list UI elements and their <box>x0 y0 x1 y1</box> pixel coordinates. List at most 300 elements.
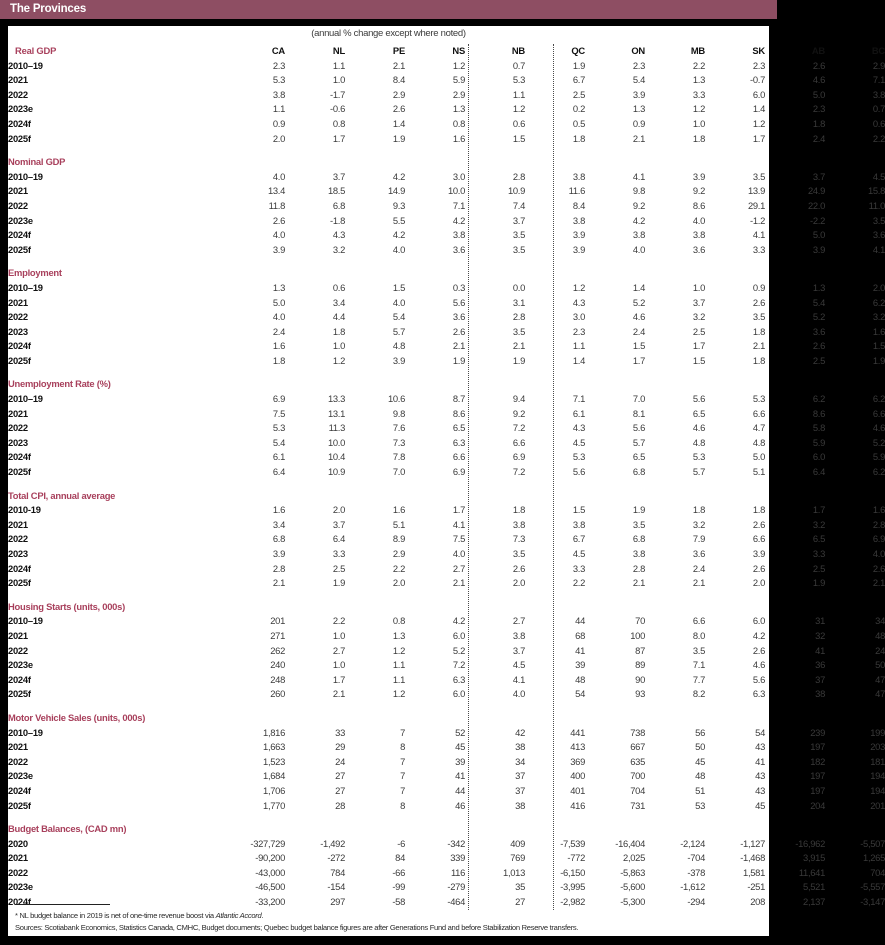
cell-qc: 4.3 <box>572 422 585 434</box>
row-label: 2023e <box>8 103 33 115</box>
cell-pe: 2.1 <box>392 59 405 71</box>
cell-nb: 1.1 <box>512 88 525 100</box>
cell-sk: 4.8 <box>752 436 765 448</box>
row-label: 2025f <box>8 466 31 478</box>
cell-sk: 2.1 <box>752 340 765 352</box>
table-row <box>8 503 885 518</box>
cell-ns: 46 <box>455 799 465 811</box>
table-row <box>8 199 885 214</box>
table-row <box>8 895 885 910</box>
cell-nl: 1.0 <box>332 74 345 86</box>
cell-on: 1.9 <box>632 504 645 516</box>
cell-ab: 3.7 <box>812 170 825 182</box>
cell-qc: 2.2 <box>572 577 585 589</box>
cell-sk: 6.6 <box>752 533 765 545</box>
table-row <box>8 450 885 465</box>
cell-nb: 42 <box>515 726 525 738</box>
cell-pe: 8.9 <box>392 533 405 545</box>
cell-mb: -294 <box>687 896 705 908</box>
cell-nl: 2.2 <box>332 615 345 627</box>
row-label: 2010–19 <box>8 615 43 627</box>
cell-bc: 2.2 <box>872 132 885 144</box>
cell-on: 3.8 <box>632 548 645 559</box>
cell-ab: 41 <box>815 644 825 656</box>
cell-qc: 416 <box>570 799 585 811</box>
cell-bc: 199 <box>870 726 885 738</box>
cell-ca: 2.1 <box>272 577 285 589</box>
cell-ab: 2,137 <box>803 896 825 908</box>
cell-ab: 1.3 <box>812 281 825 293</box>
row-label: 2023 <box>8 325 28 337</box>
section-title: Motor Vehicle Sales (units, 000s) <box>8 711 146 723</box>
cell-qc: 3.0 <box>572 311 585 323</box>
cell-bc: 1.6 <box>872 325 885 337</box>
cell-qc: -2,982 <box>560 896 585 908</box>
cell-pe: 4.2 <box>392 229 405 241</box>
cell-ca: 5.4 <box>272 436 285 448</box>
cell-ab: 197 <box>810 770 825 782</box>
cell-on: 9.8 <box>632 185 645 197</box>
cell-bc: 0.6 <box>872 117 885 129</box>
cell-ab: 5.9 <box>812 436 825 448</box>
cell-sk: 5.3 <box>752 393 765 405</box>
cell-bc: 15.8 <box>867 185 885 197</box>
cell-nb: 27 <box>515 896 525 908</box>
cell-bc: -5,557 <box>860 881 885 893</box>
cell-mb: -1,612 <box>680 881 705 893</box>
cell-on: 700 <box>630 770 645 782</box>
cell-qc: 68 <box>575 629 585 641</box>
cell-nl: 2.0 <box>332 504 345 516</box>
cell-nb: 4.5 <box>512 659 525 671</box>
cell-nl: 29 <box>335 741 345 753</box>
cell-ca: 1,706 <box>263 784 285 796</box>
cell-pe: 9.3 <box>392 199 405 211</box>
cell-ca: 1.8 <box>272 354 285 366</box>
cell-ca: 1.6 <box>272 340 285 352</box>
cell-nb: 6.9 <box>512 451 525 463</box>
cell-qc: 441 <box>570 726 585 738</box>
cell-pe: 1.3 <box>392 629 405 641</box>
cell-mb: 3.5 <box>692 644 705 656</box>
cell-nb: 2.8 <box>512 311 525 323</box>
cell-mb: -378 <box>687 866 705 878</box>
section-spacer <box>8 480 885 489</box>
cell-bc: 4.1 <box>872 243 885 255</box>
cell-ca: 2.4 <box>272 325 285 337</box>
cell-nl: 10.9 <box>327 466 345 478</box>
cell-on: 5.4 <box>632 74 645 86</box>
cell-ab: 2.5 <box>812 354 825 366</box>
cell-on: 6.8 <box>632 466 645 478</box>
cell-bc: 1.5 <box>872 340 885 352</box>
cell-ns: 116 <box>450 866 465 878</box>
cell-sk: 2.6 <box>752 296 765 308</box>
cell-pe: 14.9 <box>387 185 405 197</box>
cell-sk: 1.4 <box>752 103 765 115</box>
row-label: 2024f <box>8 340 31 352</box>
cell-mb: 1.8 <box>692 132 705 144</box>
cell-pe: 5.1 <box>392 518 405 530</box>
cell-qc: 1.5 <box>572 504 585 516</box>
cell-ca: 1.6 <box>272 504 285 516</box>
cell-bc: 181 <box>870 755 885 767</box>
cell-ns: 5.9 <box>452 74 465 86</box>
cell-ns: 4.1 <box>452 518 465 530</box>
cell-ca: -33,200 <box>255 896 285 908</box>
cell-sk: 43 <box>755 741 765 753</box>
cell-ab: 32 <box>815 629 825 641</box>
cell-ab: -2.2 <box>810 214 825 226</box>
cell-ab: 204 <box>810 799 825 811</box>
cell-ca: -43,000 <box>255 866 285 878</box>
cell-ca: 240 <box>270 659 285 671</box>
cell-bc: 47 <box>875 688 885 700</box>
cell-ab: 1.9 <box>812 577 825 589</box>
cell-bc: 6.2 <box>872 393 885 405</box>
row-label: 2023e <box>8 881 33 893</box>
column-header-pe: PE <box>392 45 405 56</box>
provinces-data-table <box>8 44 885 910</box>
cell-ca: 13.4 <box>267 185 285 197</box>
cell-mb: 7.1 <box>692 659 705 671</box>
cell-mb: 1.7 <box>692 340 705 352</box>
cell-nb: 35 <box>515 881 525 893</box>
cell-ca: 262 <box>270 644 285 656</box>
row-label: 2023e <box>8 214 33 226</box>
cell-bc: 201 <box>870 799 885 811</box>
cell-nb: 34 <box>515 755 525 767</box>
table-row <box>8 866 885 881</box>
cell-ca: 271 <box>270 629 285 641</box>
cell-on: 2.8 <box>632 562 645 574</box>
cell-mb: 3.2 <box>692 518 705 530</box>
cell-pe: 4.0 <box>392 243 405 255</box>
cell-sk: -1,127 <box>740 837 765 849</box>
cell-on: 1.7 <box>632 354 645 366</box>
cell-mb: 5.7 <box>692 466 705 478</box>
cell-ns: 2.1 <box>452 577 465 589</box>
cell-pe: 2.6 <box>392 103 405 115</box>
table-row <box>8 614 885 629</box>
cell-ns: 5.2 <box>452 644 465 656</box>
cell-on: 87 <box>635 644 645 656</box>
section-spacer <box>8 813 885 822</box>
table-row <box>8 281 885 296</box>
table-row <box>8 465 885 480</box>
cell-pe: 7 <box>400 784 405 796</box>
cell-ns: 2.9 <box>452 88 465 100</box>
cell-ns: 6.0 <box>452 688 465 700</box>
cell-pe: 8 <box>400 799 405 811</box>
cell-ab: 3.2 <box>812 518 825 530</box>
cell-bc: 2.0 <box>872 281 885 293</box>
cell-sk: 6.6 <box>752 407 765 419</box>
cell-on: -5,863 <box>620 866 645 878</box>
column-header-ca: CA <box>271 45 285 56</box>
table-row <box>8 102 885 117</box>
cell-bc: 3.5 <box>872 214 885 226</box>
cell-ca: 5.0 <box>272 296 285 308</box>
cell-nl: 2.7 <box>332 644 345 656</box>
cell-sk: 3.5 <box>752 170 765 182</box>
cell-nb: 1.2 <box>512 103 525 115</box>
row-label: 2024f <box>8 117 31 129</box>
table-row <box>8 518 885 533</box>
column-header-ns: NS <box>452 45 465 56</box>
cell-bc: 6.6 <box>872 407 885 419</box>
cell-nl: -1.8 <box>330 214 345 226</box>
row-label: 2024f <box>8 562 31 574</box>
cell-ab: 182 <box>810 755 825 767</box>
cell-ab: 37 <box>815 673 825 685</box>
cell-nl: 2.5 <box>332 562 345 574</box>
cell-ca: -90,200 <box>255 852 285 864</box>
cell-on: 3.5 <box>632 518 645 530</box>
cell-qc: 8.4 <box>572 199 585 211</box>
section-spacer <box>8 368 885 377</box>
cell-sk: 5.1 <box>752 466 765 478</box>
section-header-row <box>8 711 885 726</box>
section-title: Housing Starts (units, 000s) <box>8 600 125 612</box>
cell-ns: 6.3 <box>452 673 465 685</box>
cell-ns: 4.2 <box>452 214 465 226</box>
cell-nl: 784 <box>330 866 345 878</box>
cell-nb: 0.6 <box>512 117 525 129</box>
cell-nb: 3.8 <box>512 629 525 641</box>
cell-bc: -3,147 <box>860 896 885 908</box>
row-label: 2022 <box>8 199 28 211</box>
cell-mb: 51 <box>695 784 705 796</box>
cell-ab: 6.2 <box>812 393 825 405</box>
cell-pe: 7 <box>400 726 405 738</box>
cell-qc: 6.7 <box>572 533 585 545</box>
section-header-row <box>8 600 885 615</box>
cell-pe: 2.0 <box>392 577 405 589</box>
table-row <box>8 769 885 784</box>
cell-sk: 5.6 <box>752 673 765 685</box>
cell-ab: 2.6 <box>812 59 825 71</box>
cell-qc: -6,150 <box>560 866 585 878</box>
cell-ca: 7.5 <box>272 407 285 419</box>
cell-nb: 2.1 <box>512 340 525 352</box>
footnote-sources: Sources: Scotiabank Economics, Statistics Canada, CMHC, Budget documents; Quebec budget balance figures are after Generations Fund and before Stabilization Reserve transfers. <box>15 922 579 932</box>
cell-sk: 3.3 <box>752 243 765 255</box>
cell-sk: 2.6 <box>752 644 765 656</box>
cell-ab: 5,521 <box>803 881 825 893</box>
cell-ns: 3.6 <box>452 243 465 255</box>
cell-ab: 3,915 <box>803 852 825 864</box>
cell-nl: 3.7 <box>332 518 345 530</box>
cell-ca: 5.3 <box>272 74 285 86</box>
cell-qc: -7,539 <box>560 837 585 849</box>
cell-nl: 4.4 <box>332 311 345 323</box>
cell-bc: 203 <box>870 741 885 753</box>
row-label: 2021 <box>8 185 28 197</box>
table-row <box>8 576 885 591</box>
cell-sk: -0.7 <box>750 74 765 86</box>
cell-pe: 7.3 <box>392 436 405 448</box>
cell-mb: 1.2 <box>692 103 705 115</box>
section-title: Total CPI, annual average <box>8 489 116 501</box>
cell-on: 4.2 <box>632 214 645 226</box>
cell-qc: -772 <box>567 852 585 864</box>
cell-pe: -58 <box>392 896 405 908</box>
cell-pe: 5.7 <box>392 325 405 337</box>
cell-on: 100 <box>630 629 645 641</box>
cell-bc: 11.0 <box>868 199 885 211</box>
cell-ca: 4.0 <box>272 170 285 182</box>
cell-ca: 2.8 <box>272 562 285 574</box>
cell-mb: 4.0 <box>692 214 705 226</box>
table-row <box>8 851 885 866</box>
cell-ns: 3.0 <box>452 170 465 182</box>
cell-nl: 3.7 <box>332 170 345 182</box>
cell-nb: 409 <box>510 837 525 849</box>
cell-ns: 1.9 <box>452 354 465 366</box>
column-header-qc: QC <box>571 45 585 56</box>
cell-bc: 5.9 <box>872 451 885 463</box>
cell-on: 2.4 <box>632 325 645 337</box>
cell-bc: 4.6 <box>872 422 885 434</box>
cell-ns: 5.6 <box>452 296 465 308</box>
row-label: 2022 <box>8 422 28 434</box>
cell-pe: 7.6 <box>392 422 405 434</box>
cell-qc: 3.8 <box>572 214 585 226</box>
cell-ns: 41 <box>455 770 465 782</box>
section-header-row <box>8 266 885 281</box>
row-label: 2010–19 <box>8 170 43 182</box>
cell-mb: 1.0 <box>692 281 705 293</box>
cell-pe: 1.2 <box>392 644 405 656</box>
row-label: 2010–19 <box>8 726 43 738</box>
cell-mb: 8.0 <box>692 629 705 641</box>
row-label: 2023 <box>8 548 28 559</box>
cell-nb: 1.5 <box>512 132 525 144</box>
cell-ab: 5.2 <box>812 311 825 323</box>
cell-ca: 1,684 <box>263 770 285 782</box>
cell-ca: 2.6 <box>272 214 285 226</box>
cell-mb: 7.7 <box>692 673 705 685</box>
cell-sk: 2.0 <box>752 577 765 589</box>
cell-ca: 1.3 <box>272 281 285 293</box>
cell-on: 6.8 <box>632 533 645 545</box>
cell-nb: 3.7 <box>512 214 525 226</box>
table-row <box>8 755 885 770</box>
cell-mb: 2.5 <box>692 325 705 337</box>
cell-nl: 3.4 <box>332 296 345 308</box>
cell-on: 3.8 <box>632 229 645 241</box>
cell-qc: -3,995 <box>560 881 585 893</box>
cell-ab: 4.6 <box>812 74 825 86</box>
cell-on: -5,600 <box>620 881 645 893</box>
cell-nl: 1.7 <box>332 673 345 685</box>
row-label: 2022 <box>8 311 28 323</box>
cell-qc: 4.3 <box>572 296 585 308</box>
cell-pe: 1.2 <box>392 688 405 700</box>
cell-pe: -99 <box>392 881 405 893</box>
cell-ns: 6.3 <box>452 436 465 448</box>
cell-nb: 5.3 <box>512 74 525 86</box>
row-label: 2022 <box>8 644 28 656</box>
cell-on: 9.2 <box>632 199 645 211</box>
cell-nb: 7.4 <box>512 199 525 211</box>
cell-nl: 10.4 <box>327 451 345 463</box>
row-label: 2021 <box>8 74 28 86</box>
cell-ab: 24.9 <box>807 185 825 197</box>
cell-sk: 1.8 <box>752 325 765 337</box>
cell-ca: 6.9 <box>272 393 285 405</box>
cell-ns: 6.6 <box>452 451 465 463</box>
table-row <box>8 547 885 562</box>
cell-nl: 4.3 <box>332 229 345 241</box>
cell-mb: 7.9 <box>692 533 705 545</box>
cell-qc: 401 <box>570 784 585 796</box>
cell-nl: -1.7 <box>330 88 345 100</box>
cell-ab: 1.8 <box>812 117 825 129</box>
table-row <box>8 726 885 741</box>
cell-pe: -6 <box>397 837 405 849</box>
cell-ca: 2.0 <box>272 132 285 144</box>
cell-ca: 3.9 <box>272 243 285 255</box>
cell-nb: 3.8 <box>512 518 525 530</box>
footnote-note: * NL budget balance in 2019 is net of one-time revenue boost via Atlantic Accord. <box>15 911 264 920</box>
cell-nb: 2.0 <box>512 577 525 589</box>
cell-qc: 4.5 <box>572 548 585 559</box>
cell-sk: 1.7 <box>752 132 765 144</box>
cell-on: 1.3 <box>632 103 645 115</box>
row-label: 2025f <box>8 243 31 255</box>
cell-ca: -327,729 <box>250 837 285 849</box>
cell-ca: 1.1 <box>272 103 285 115</box>
cell-pe: 7.8 <box>392 451 405 463</box>
cell-ns: 6.5 <box>452 422 465 434</box>
cell-on: 1.5 <box>632 340 645 352</box>
cell-ns: 4.2 <box>452 615 465 627</box>
cell-pe: 3.9 <box>392 354 405 366</box>
cell-ca: 260 <box>270 688 285 700</box>
cell-nb: 37 <box>515 770 525 782</box>
row-label: 2025f <box>8 354 31 366</box>
cell-nl: 6.8 <box>332 199 345 211</box>
cell-nl: 1.0 <box>332 629 345 641</box>
cell-bc: 47 <box>875 673 885 685</box>
cell-pe: 0.8 <box>392 615 405 627</box>
cell-bc: 2.1 <box>872 577 885 589</box>
cell-on: 8.1 <box>632 407 645 419</box>
cell-mb: 1.5 <box>692 354 705 366</box>
cell-ab: 31 <box>815 615 825 627</box>
cell-sk: 3.9 <box>752 548 765 559</box>
cell-pe: 7.0 <box>392 466 405 478</box>
cell-pe: 2.9 <box>392 88 405 100</box>
cell-nb: 3.5 <box>512 548 525 559</box>
table-row <box>8 837 885 852</box>
cell-sk: 4.7 <box>752 422 765 434</box>
cell-ns: 339 <box>450 852 465 864</box>
cell-qc: 2.5 <box>572 88 585 100</box>
row-label: 2023e <box>8 659 33 671</box>
column-header-nl: NL <box>332 45 345 56</box>
cell-sk: 2.6 <box>752 562 765 574</box>
cell-nb: 1.8 <box>512 504 525 516</box>
cell-ab: 197 <box>810 784 825 796</box>
cell-bc: 1.9 <box>872 354 885 366</box>
cell-nl: 27 <box>335 784 345 796</box>
cell-nb: 9.2 <box>512 407 525 419</box>
cell-sk: 43 <box>755 770 765 782</box>
cell-nb: 38 <box>515 799 525 811</box>
